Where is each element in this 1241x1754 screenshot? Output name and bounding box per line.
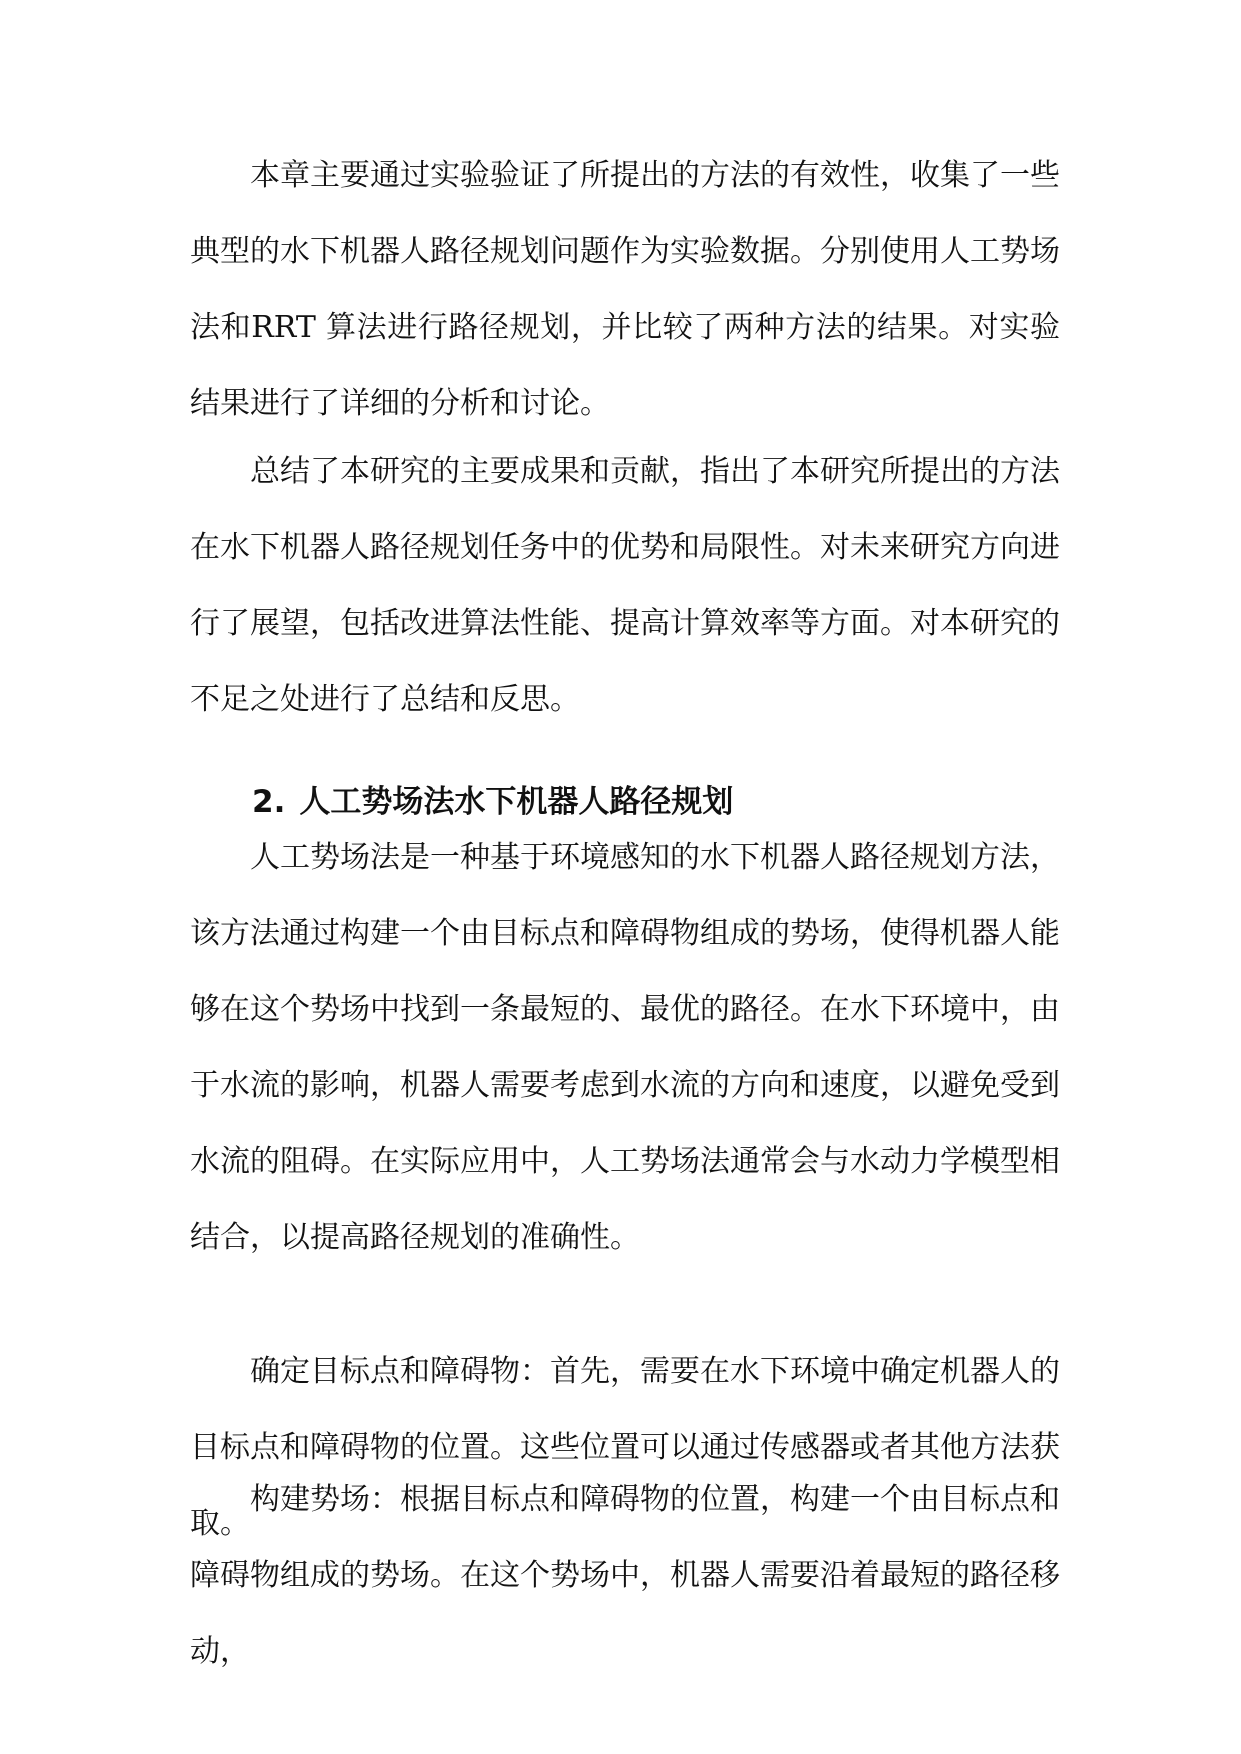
body-paragraph: 总结了本研究的主要成果和贡献，指出了本研究所提出的方法在水下机器人路径规划任务中的优势和局限性。对未来研究方向进行了展望，包括改进算法性能、提高计算效率等方面。对本研究的不足之处进行了总结和反思。 [190, 454, 1060, 717]
body-paragraph: 确定目标点和障碍物：首先，需要在水下环境中确定机器人的目标点和障碍物的位置。这些位置可以通过传感器或者其他方法获取。 [190, 1354, 1060, 1541]
body-paragraph: 构建势场：根据目标点和障碍物的位置，构建一个由目标点和障碍物组成的势场。在这个势场中，机器人需要沿着最短的路径移动， [190, 1482, 1060, 1669]
section-heading [252, 782, 733, 822]
section-title: 人工势场法水下机器人路径规划 [299, 784, 734, 820]
body-paragraph: 本章主要通过实验验证了所提出的方法的有效性，收集了一些典型的水下机器人路径规划问题作为实验数据。分别使用人工势场法和RRT 算法进行路径规划，并比较了两种方法的结果。对实验结果进行了详细的分析和讨论。 [190, 158, 1060, 421]
section-number: 2. [252, 784, 286, 820]
body-paragraph: 人工势场法是一种基于环境感知的水下机器人路径规划方法，该方法通过构建一个由目标点和障碍物组成的势场，使得机器人能够在这个势场中找到一条最短的、最优的路径。在水下环境中，由于水流的影响，机器人需要考虑到水流的方向和速度，以避免受到水流的阻碍。在实际应用中，人工势场法通常会与水动力学模型相结合，以提高路径规划的准确性。 [190, 840, 1060, 1255]
